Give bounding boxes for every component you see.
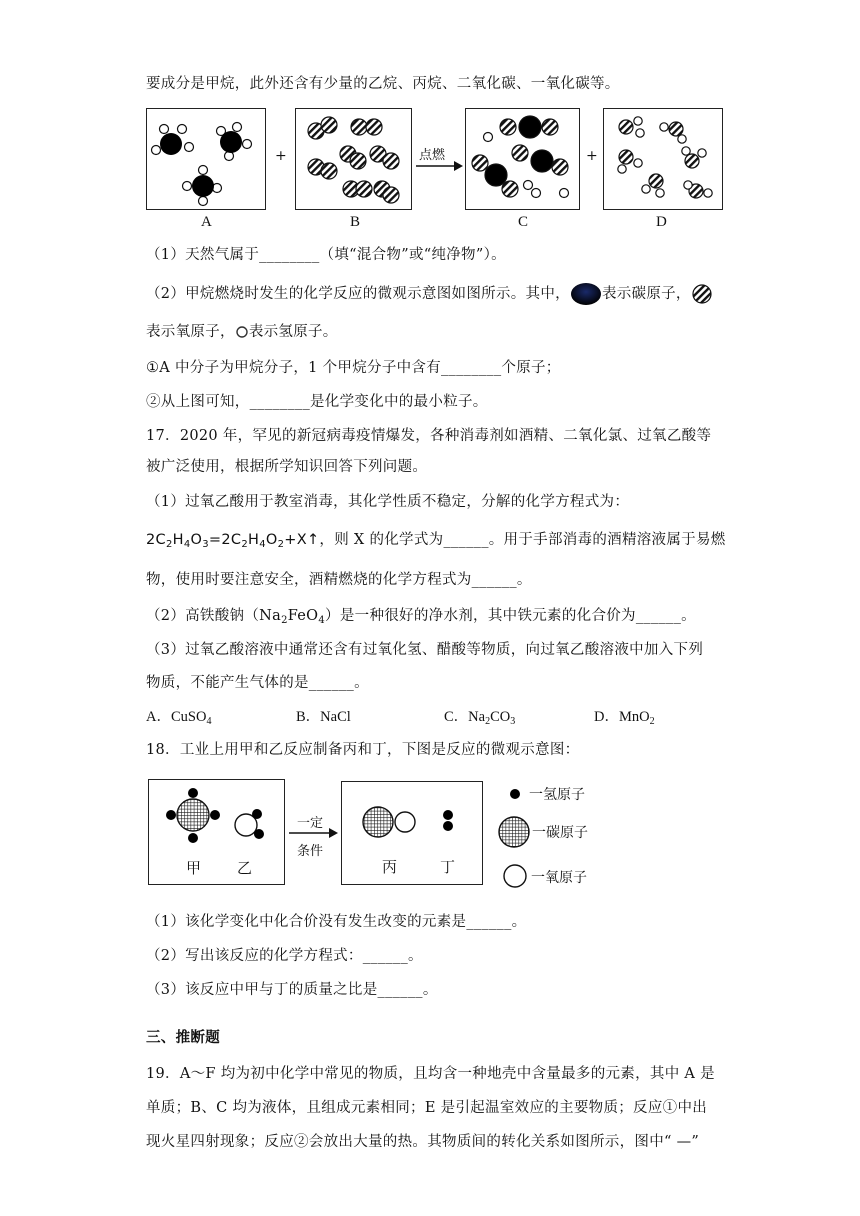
legend-carbon: 一碳原子 [532, 825, 588, 841]
product-molecules [466, 109, 579, 209]
reactant-molecules [149, 780, 284, 884]
q18-part1: （1）该化学变化中化合价没有发生改变的元素是______。 [146, 914, 527, 930]
arrow-icon [414, 160, 464, 172]
q17-line6: （2）高铁酸钠$(Na_2FeO_4)$是一种很好的净水剂，其中铁元素的化合价为______。 [146, 608, 696, 626]
legend-hydrogen: 一氢原子 [529, 787, 585, 803]
section-heading: 三、推断题 [146, 1029, 220, 1046]
carbon-monoxide-molecule [363, 807, 415, 837]
condition-label-1: 一定 [297, 816, 324, 831]
plus-sign: + [275, 148, 287, 164]
option-d: D．MnO$_2$ [594, 709, 655, 727]
q16-sub1: ①A 中分子为甲烷分子，1 个甲烷分子中含有________个原子； [146, 360, 561, 376]
q17-line8: 物质，不能产生气体的是______。 [146, 675, 369, 691]
plus-sign: + [586, 148, 598, 164]
box-a [146, 108, 266, 210]
label-c: C [518, 214, 529, 230]
q17-line7: （3）过氧乙酸溶液中通常还含有过氧化氢、醋酸等物质，向过氧乙酸溶液中加入下列 [146, 642, 704, 658]
q16-sub2: ②从上图可知，________是化学变化中的最小粒子。 [146, 394, 488, 410]
oxygen-atom-icon [501, 862, 529, 890]
q16-part1: （1）天然气属于________（填“混合物”或“纯净物”）。 [146, 247, 506, 263]
methane-molecule [152, 125, 194, 156]
label-bing: 丙 [382, 858, 398, 876]
water-molecule [235, 809, 264, 839]
q19-line2: 单质；B、C 均为液体，且组成元素相同；E 是引起温室效应的主要物质；反应①中出 [146, 1100, 708, 1116]
option-c: C．$Na_2CO_3$ [444, 709, 516, 727]
carbon-atom-icon [570, 282, 602, 306]
option-b: B．NaCl [296, 709, 351, 725]
label-b: B [350, 214, 361, 230]
q18-line1: 18．工业上用甲和乙反应制备丙和丁，下图是反应的微观示意图： [146, 742, 580, 758]
methane-molecule [217, 123, 252, 161]
q18-part3: （3）该反应中甲与丁的质量之比是______。 [146, 982, 438, 998]
q17-line3: （1）过氧乙酸用于教室消毒，其化学性质不稳定，分解的化学方程式为： [146, 494, 630, 510]
legend-oxygen: 一氧原子 [531, 870, 587, 886]
q17-line2: 被广泛使用，根据所学知识回答下列问题。 [146, 459, 428, 475]
carbon-atom-icon [496, 814, 532, 850]
ignite-label: 点燃 [419, 148, 446, 163]
label-ding: 丁 [440, 858, 456, 876]
methane-molecule [166, 788, 220, 843]
water-molecules [604, 109, 722, 209]
q18-part2: （2）写出该反应的化学方程式：______。 [146, 948, 423, 964]
hydrogen-atom-icon [505, 784, 525, 804]
label-jia: 甲 [186, 859, 202, 877]
oxygen-molecules [296, 109, 411, 209]
oxygen-atom-icon [691, 283, 713, 305]
q17-line5: 物，使用时要注意安全，酒精燃烧的化学方程式为______。 [146, 572, 532, 588]
q19-line1: 19．A～F 均为初中化学中常见的物质，且均含一种地壳中含量最多的元素，其中 A 是 [146, 1066, 715, 1082]
q19-line3: 现火星四射现象；反应②会放出大量的热。其物质间的转化关系如图所示，图中“ —” [146, 1134, 700, 1150]
product-box [341, 781, 483, 885]
q16-part2: （2）甲烷燃烧时发生的化学反应的微观示意图如图所示。其中， 表示碳原子， [146, 282, 713, 306]
methane-molecule [183, 166, 222, 206]
q16-part2-cont: 表示氧原子， 表示氢原子。 [146, 324, 338, 340]
reactant-box [148, 779, 285, 885]
hydrogen-atom-icon [235, 325, 249, 339]
condition-label-2: 条件 [297, 844, 324, 859]
product-molecules [342, 782, 482, 884]
label-a: A [201, 214, 212, 230]
q17-equation-line: $2C_2H_4O_3=2C_2H_4O_2+X↑$，则 X 的化学式为______。用于手部消毒的酒精溶液属于易燃 [146, 532, 726, 550]
option-a: A．CuSO$_4$ [146, 709, 212, 727]
label-yi: 乙 [237, 859, 253, 877]
equation: $2C_2H_4O_3=2C_2H_4O_2+X↑$ [146, 532, 320, 550]
box-d [603, 108, 723, 210]
arrow-icon [287, 827, 339, 839]
label-d: D [656, 214, 667, 230]
q17-line1: 17．2020 年，罕见的新冠病毒疫情爆发，各种消毒剂如酒精、二氧化氯、过氧乙酸等 [146, 428, 712, 444]
box-c [465, 108, 580, 210]
intro-text: 要成分是甲烷，此外还含有少量的乙烷、丙烷、二氧化碳、一氧化碳等。 [146, 76, 620, 92]
hydrogen-molecule [443, 810, 453, 831]
methane-molecules [147, 109, 265, 209]
box-b [295, 108, 412, 210]
